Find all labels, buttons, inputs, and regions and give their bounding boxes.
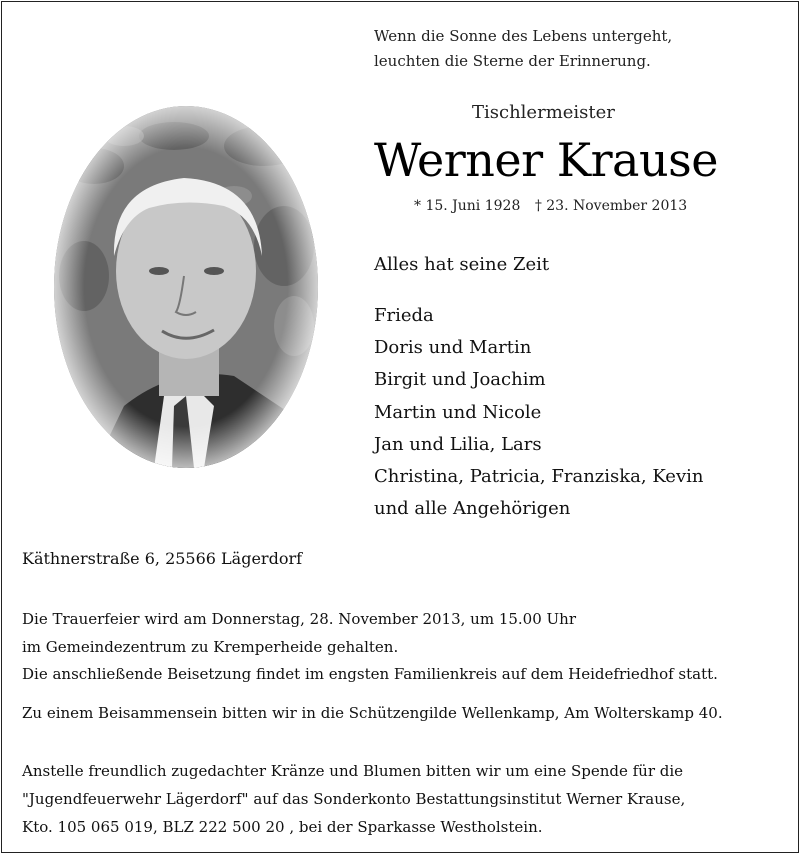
motto — [374, 24, 672, 74]
ceremony-line: Die anschließende Beisetzung findet im engsten Familienkreis auf dem Heidefriedhof statt. — [22, 665, 718, 683]
family-member: und alle Angehörigen — [374, 498, 571, 520]
quote: Alles hat seine Zeit — [374, 254, 550, 275]
ceremony-line: im Gemeindezentrum zu Kremperheide gehalten. — [22, 637, 399, 656]
profession: Tischlermeister — [472, 102, 615, 123]
donation-line: Kto. 105 065 019, BLZ 222 500 20 , bei der Sparkasse Westholstein. — [22, 818, 543, 836]
family-member: Doris und Martin — [374, 337, 532, 359]
family-member: Frieda — [374, 305, 434, 326]
life-dates — [414, 198, 697, 214]
family-list — [374, 300, 703, 525]
family-member: Christina, Patricia, Franziska, Kevin — [374, 466, 704, 488]
donation-info — [22, 757, 685, 841]
family-member: Martin und Nicole — [374, 401, 542, 423]
obituary-notice — [1, 1, 799, 853]
address: Käthnerstraße 6, 25566 Lägerdorf — [22, 549, 303, 568]
birth-date: * 15. Juni 1928 — [414, 198, 521, 214]
motto-line: leuchten die Sterne der Erinnerung. — [374, 52, 651, 70]
donation-line: "Jugendfeuerwehr Lägerdorf" auf das Sonderkonto Bestattungsinstitut Werner Krause, — [22, 790, 686, 808]
deceased-name: Werner Krause — [374, 133, 718, 187]
motto-line: Wenn die Sonne des Lebens untergeht, — [374, 27, 673, 45]
portrait-illustration — [54, 106, 318, 468]
ceremony-info — [22, 606, 718, 689]
gathering-info: Zu einem Beisammensein bitten wir in die Schützengilde Wellenkamp, Am Wolterskamp 40. — [22, 704, 723, 722]
ceremony-line: Die Trauerfeier wird am Donnerstag, 28. November 2013, um 15.00 Uhr — [22, 610, 576, 628]
donation-line: Anstelle freundlich zugedachter Kränze und Blumen bitten wir um eine Spende für die — [22, 762, 684, 780]
family-member: Birgit und Joachim — [374, 369, 546, 391]
death-date: † 23. November 2013 — [534, 198, 688, 214]
portrait-photo — [54, 106, 318, 468]
family-member: Jan und Lilia, Lars — [374, 433, 542, 455]
